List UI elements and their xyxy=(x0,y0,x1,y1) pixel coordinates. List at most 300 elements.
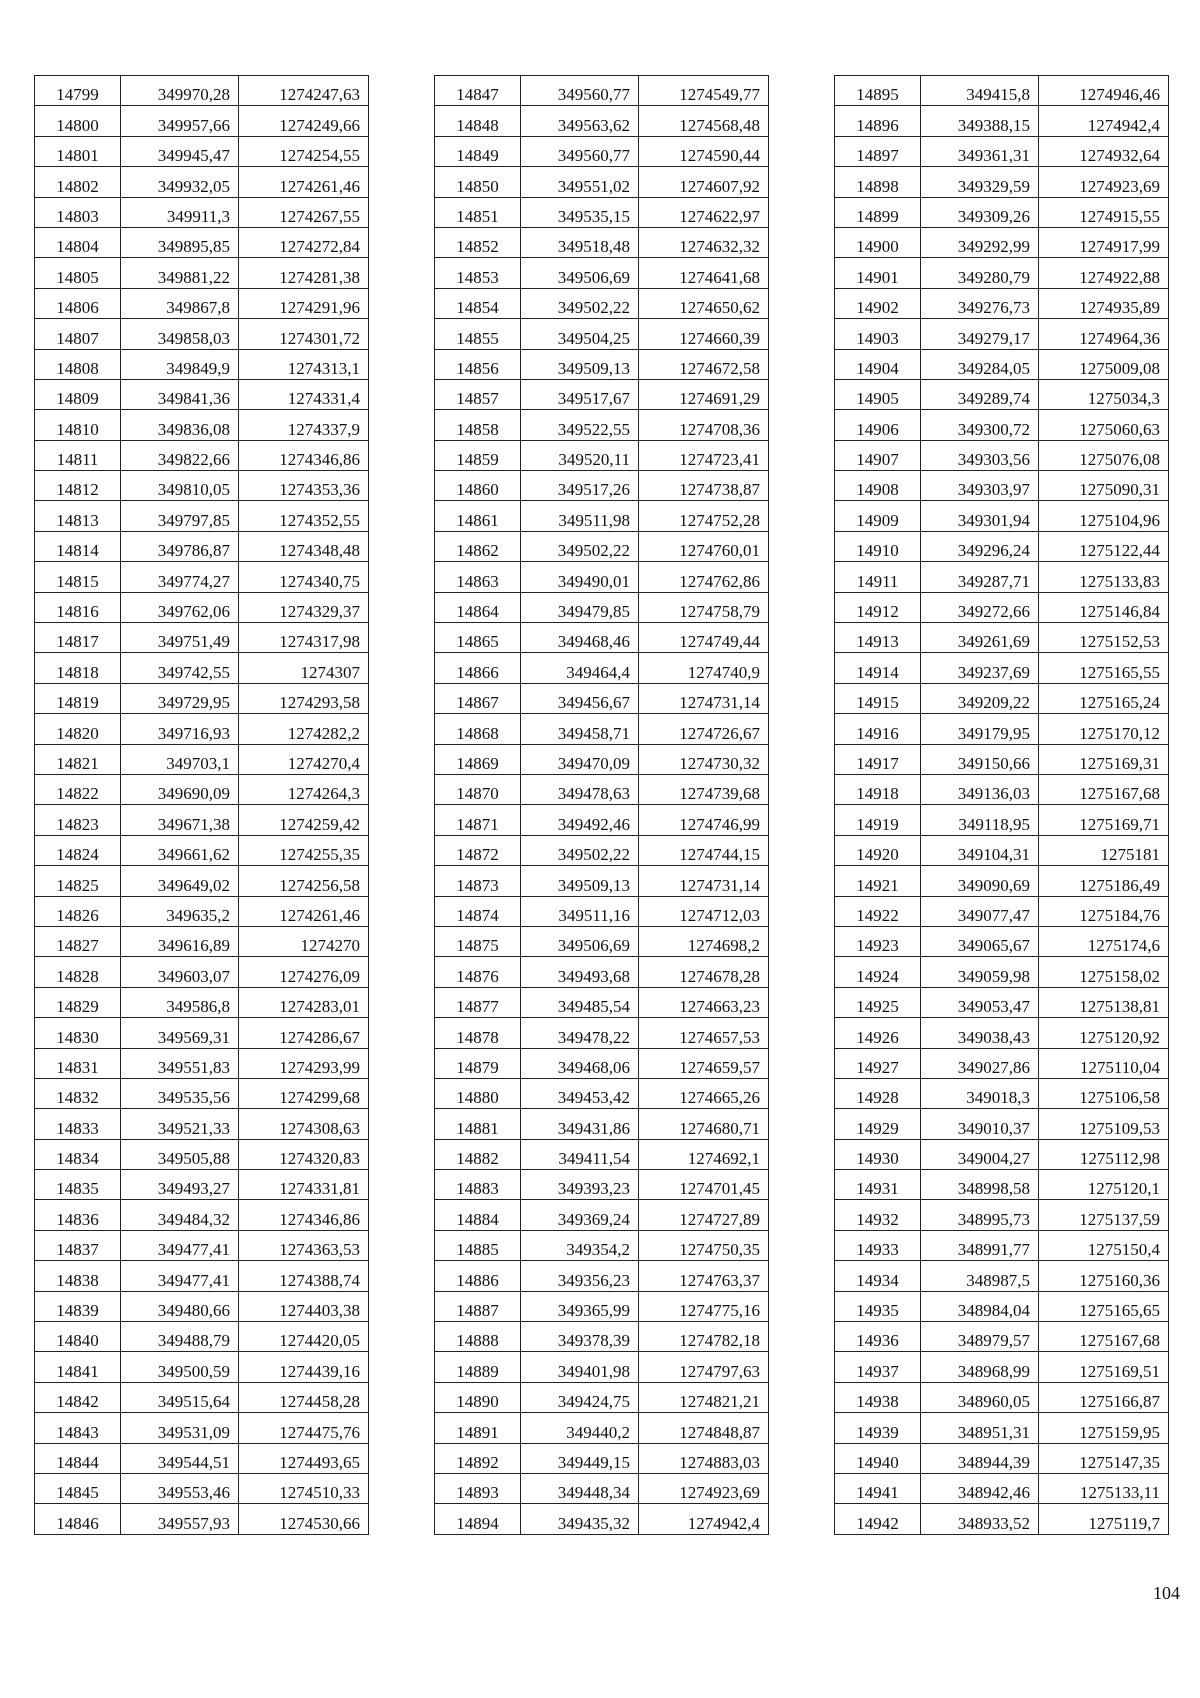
y-coordinate-cell: 1274261,46 xyxy=(239,167,369,197)
table-row xyxy=(835,1078,1169,1108)
table-row xyxy=(35,1322,369,1352)
y-coordinate-cell: 1274346,86 xyxy=(239,440,369,470)
point-number-cell: 14870 xyxy=(435,774,521,804)
x-coordinate-cell: 349104,31 xyxy=(921,835,1039,865)
point-number-cell: 14914 xyxy=(835,653,921,683)
x-coordinate-cell: 349077,47 xyxy=(921,896,1039,926)
x-coordinate-cell: 349477,41 xyxy=(121,1261,239,1291)
x-coordinate-cell: 349517,26 xyxy=(521,471,639,501)
y-coordinate-cell: 1274317,98 xyxy=(239,623,369,653)
point-number-cell: 14893 xyxy=(435,1473,521,1503)
point-number-cell: 14901 xyxy=(835,258,921,288)
x-coordinate-cell: 349506,69 xyxy=(521,926,639,956)
point-number-cell: 14834 xyxy=(35,1139,121,1169)
point-number-cell: 14845 xyxy=(35,1473,121,1503)
x-coordinate-cell: 349464,4 xyxy=(521,653,639,683)
y-coordinate-cell: 1274739,68 xyxy=(639,774,769,804)
point-number-cell: 14898 xyxy=(835,167,921,197)
y-coordinate-cell: 1274568,48 xyxy=(639,106,769,136)
table-row xyxy=(435,1230,769,1260)
y-coordinate-cell: 1274254,55 xyxy=(239,136,369,166)
x-coordinate-cell: 349531,09 xyxy=(121,1413,239,1443)
y-coordinate-cell: 1274749,44 xyxy=(639,623,769,653)
table-row xyxy=(835,1382,1169,1412)
x-coordinate-cell: 349435,32 xyxy=(521,1504,639,1534)
x-coordinate-cell: 349522,55 xyxy=(521,410,639,440)
point-number-cell: 14891 xyxy=(435,1413,521,1443)
point-number-cell: 14844 xyxy=(35,1443,121,1473)
y-coordinate-cell: 1274264,3 xyxy=(239,774,369,804)
point-number-cell: 14905 xyxy=(835,379,921,409)
point-number-cell: 14858 xyxy=(435,410,521,440)
y-coordinate-cell: 1274270 xyxy=(239,926,369,956)
table-row xyxy=(435,1473,769,1503)
table-row xyxy=(35,167,369,197)
x-coordinate-cell: 349671,38 xyxy=(121,805,239,835)
y-coordinate-cell: 1274249,66 xyxy=(239,106,369,136)
x-coordinate-cell: 349603,07 xyxy=(121,957,239,987)
y-coordinate-cell: 1274691,29 xyxy=(639,379,769,409)
point-number-cell: 14803 xyxy=(35,197,121,227)
point-number-cell: 14809 xyxy=(35,379,121,409)
y-coordinate-cell: 1275167,68 xyxy=(1039,1322,1169,1352)
y-coordinate-cell: 1275133,11 xyxy=(1039,1473,1169,1503)
y-coordinate-cell: 1274708,36 xyxy=(639,410,769,440)
point-number-cell: 14926 xyxy=(835,1018,921,1048)
table-row xyxy=(435,835,769,865)
x-coordinate-cell: 349945,47 xyxy=(121,136,239,166)
x-coordinate-cell: 349300,72 xyxy=(921,410,1039,440)
point-number-cell: 14875 xyxy=(435,926,521,956)
y-coordinate-cell: 1274493,65 xyxy=(239,1443,369,1473)
table-row xyxy=(435,744,769,774)
table-row xyxy=(435,774,769,804)
table-row xyxy=(35,744,369,774)
y-coordinate-cell: 1275160,36 xyxy=(1039,1261,1169,1291)
y-coordinate-cell: 1274329,37 xyxy=(239,592,369,622)
point-number-cell: 14812 xyxy=(35,471,121,501)
x-coordinate-cell: 349762,06 xyxy=(121,592,239,622)
x-coordinate-cell: 349492,46 xyxy=(521,805,639,835)
y-coordinate-cell: 1275110,04 xyxy=(1039,1048,1169,1078)
point-number-cell: 14909 xyxy=(835,501,921,531)
x-coordinate-cell: 349150,66 xyxy=(921,744,1039,774)
table-row xyxy=(35,501,369,531)
y-coordinate-cell: 1274352,55 xyxy=(239,501,369,531)
point-number-cell: 14933 xyxy=(835,1230,921,1260)
table-row xyxy=(835,319,1169,349)
table-row xyxy=(835,1322,1169,1352)
x-coordinate-cell: 349484,32 xyxy=(121,1200,239,1230)
y-coordinate-cell: 1274726,67 xyxy=(639,714,769,744)
y-coordinate-cell: 1274915,55 xyxy=(1039,197,1169,227)
x-coordinate-cell: 349027,86 xyxy=(921,1048,1039,1078)
table-row xyxy=(35,562,369,592)
y-coordinate-cell: 1274942,4 xyxy=(639,1504,769,1534)
y-coordinate-cell: 1274744,15 xyxy=(639,835,769,865)
point-number-cell: 14883 xyxy=(435,1170,521,1200)
y-coordinate-cell: 1274650,62 xyxy=(639,288,769,318)
y-coordinate-cell: 1275147,35 xyxy=(1039,1443,1169,1473)
point-number-cell: 14872 xyxy=(435,835,521,865)
y-coordinate-cell: 1274313,1 xyxy=(239,349,369,379)
point-number-cell: 14842 xyxy=(35,1382,121,1412)
x-coordinate-cell: 349301,94 xyxy=(921,501,1039,531)
x-coordinate-cell: 349509,13 xyxy=(521,349,639,379)
table-row xyxy=(435,471,769,501)
point-number-cell: 14874 xyxy=(435,896,521,926)
y-coordinate-cell: 1275169,71 xyxy=(1039,805,1169,835)
table-row xyxy=(435,987,769,1017)
point-number-cell: 14882 xyxy=(435,1139,521,1169)
y-coordinate-cell: 1274590,44 xyxy=(639,136,769,166)
table-row xyxy=(435,227,769,257)
point-number-cell: 14857 xyxy=(435,379,521,409)
x-coordinate-cell: 348995,73 xyxy=(921,1200,1039,1230)
table-row xyxy=(435,1109,769,1139)
x-coordinate-cell: 349004,27 xyxy=(921,1139,1039,1169)
x-coordinate-cell: 349296,24 xyxy=(921,531,1039,561)
table-row xyxy=(35,866,369,896)
table-row xyxy=(35,1078,369,1108)
x-coordinate-cell: 349841,36 xyxy=(121,379,239,409)
y-coordinate-cell: 1274458,28 xyxy=(239,1382,369,1412)
table-row xyxy=(35,926,369,956)
table-row xyxy=(435,1504,769,1534)
y-coordinate-cell: 1274932,64 xyxy=(1039,136,1169,166)
x-coordinate-cell: 349560,77 xyxy=(521,76,639,106)
table-row xyxy=(435,683,769,713)
x-coordinate-cell: 348979,57 xyxy=(921,1322,1039,1352)
x-coordinate-cell: 348933,52 xyxy=(921,1504,1039,1534)
table-row xyxy=(35,227,369,257)
table-row xyxy=(35,197,369,227)
table-row xyxy=(835,167,1169,197)
x-coordinate-cell: 349453,42 xyxy=(521,1078,639,1108)
x-coordinate-cell: 348987,5 xyxy=(921,1261,1039,1291)
x-coordinate-cell: 348944,39 xyxy=(921,1443,1039,1473)
table-row xyxy=(435,197,769,227)
point-number-cell: 14814 xyxy=(35,531,121,561)
table-row xyxy=(435,1322,769,1352)
x-coordinate-cell: 349010,37 xyxy=(921,1109,1039,1139)
point-number-cell: 14808 xyxy=(35,349,121,379)
x-coordinate-cell: 349118,95 xyxy=(921,805,1039,835)
table-row xyxy=(835,1170,1169,1200)
point-number-cell: 14913 xyxy=(835,623,921,653)
y-coordinate-cell: 1274259,42 xyxy=(239,805,369,835)
x-coordinate-cell: 349504,25 xyxy=(521,319,639,349)
table-row xyxy=(435,957,769,987)
y-coordinate-cell: 1275159,95 xyxy=(1039,1413,1169,1443)
table-row xyxy=(435,1413,769,1443)
table-row xyxy=(435,258,769,288)
y-coordinate-cell: 1274760,01 xyxy=(639,531,769,561)
table-row xyxy=(35,471,369,501)
x-coordinate-cell: 349289,74 xyxy=(921,379,1039,409)
table-row xyxy=(835,774,1169,804)
y-coordinate-cell: 1274420,05 xyxy=(239,1322,369,1352)
x-coordinate-cell: 349261,69 xyxy=(921,623,1039,653)
point-number-cell: 14897 xyxy=(835,136,921,166)
x-coordinate-cell: 348984,04 xyxy=(921,1291,1039,1321)
y-coordinate-cell: 1274331,81 xyxy=(239,1170,369,1200)
y-coordinate-cell: 1274439,16 xyxy=(239,1352,369,1382)
point-number-cell: 14935 xyxy=(835,1291,921,1321)
x-coordinate-cell: 349431,86 xyxy=(521,1109,639,1139)
point-number-cell: 14856 xyxy=(435,349,521,379)
y-coordinate-cell: 1274247,63 xyxy=(239,76,369,106)
table-row xyxy=(835,197,1169,227)
table-row xyxy=(835,926,1169,956)
table-row xyxy=(835,106,1169,136)
x-coordinate-cell: 349059,98 xyxy=(921,957,1039,987)
point-number-cell: 14824 xyxy=(35,835,121,865)
x-coordinate-cell: 349520,11 xyxy=(521,440,639,470)
y-coordinate-cell: 1275146,84 xyxy=(1039,592,1169,622)
point-number-cell: 14878 xyxy=(435,1018,521,1048)
table-row xyxy=(35,349,369,379)
point-number-cell: 14862 xyxy=(435,531,521,561)
y-coordinate-cell: 1274267,55 xyxy=(239,197,369,227)
x-coordinate-cell: 348991,77 xyxy=(921,1230,1039,1260)
point-number-cell: 14802 xyxy=(35,167,121,197)
point-number-cell: 14877 xyxy=(435,987,521,1017)
x-coordinate-cell: 349424,75 xyxy=(521,1382,639,1412)
point-number-cell: 14850 xyxy=(435,167,521,197)
y-coordinate-cell: 1274678,28 xyxy=(639,957,769,987)
y-coordinate-cell: 1275186,49 xyxy=(1039,866,1169,896)
y-coordinate-cell: 1274255,35 xyxy=(239,835,369,865)
y-coordinate-cell: 1274276,09 xyxy=(239,957,369,987)
point-number-cell: 14822 xyxy=(35,774,121,804)
y-coordinate-cell: 1275109,53 xyxy=(1039,1109,1169,1139)
y-coordinate-cell: 1274750,35 xyxy=(639,1230,769,1260)
x-coordinate-cell: 349415,8 xyxy=(921,76,1039,106)
x-coordinate-cell: 349553,46 xyxy=(121,1473,239,1503)
point-number-cell: 14908 xyxy=(835,471,921,501)
x-coordinate-cell: 349365,99 xyxy=(521,1291,639,1321)
y-coordinate-cell: 1274320,83 xyxy=(239,1139,369,1169)
y-coordinate-cell: 1274692,1 xyxy=(639,1139,769,1169)
y-coordinate-cell: 1275112,98 xyxy=(1039,1139,1169,1169)
table-row xyxy=(35,1230,369,1260)
point-number-cell: 14864 xyxy=(435,592,521,622)
y-coordinate-cell: 1274935,89 xyxy=(1039,288,1169,318)
table-row xyxy=(35,1504,369,1534)
x-coordinate-cell: 349479,85 xyxy=(521,592,639,622)
x-coordinate-cell: 348942,46 xyxy=(921,1473,1039,1503)
x-coordinate-cell: 349477,41 xyxy=(121,1230,239,1260)
y-coordinate-cell: 1274763,37 xyxy=(639,1261,769,1291)
point-number-cell: 14902 xyxy=(835,288,921,318)
table-row xyxy=(35,805,369,835)
table-row xyxy=(835,866,1169,896)
table-row xyxy=(835,410,1169,440)
y-coordinate-cell: 1274331,4 xyxy=(239,379,369,409)
x-coordinate-cell: 349480,66 xyxy=(121,1291,239,1321)
y-coordinate-cell: 1275181 xyxy=(1039,835,1169,865)
table-row xyxy=(435,1261,769,1291)
y-coordinate-cell: 1274510,33 xyxy=(239,1473,369,1503)
x-coordinate-cell: 349448,34 xyxy=(521,1473,639,1503)
point-number-cell: 14851 xyxy=(435,197,521,227)
y-coordinate-cell: 1274883,03 xyxy=(639,1443,769,1473)
point-number-cell: 14838 xyxy=(35,1261,121,1291)
x-coordinate-cell: 349179,95 xyxy=(921,714,1039,744)
coordinates-table-body xyxy=(435,76,769,1535)
y-coordinate-cell: 1274549,77 xyxy=(639,76,769,106)
y-coordinate-cell: 1275122,44 xyxy=(1039,531,1169,561)
y-coordinate-cell: 1274293,58 xyxy=(239,683,369,713)
point-number-cell: 14915 xyxy=(835,683,921,713)
table-row xyxy=(835,1139,1169,1169)
y-coordinate-cell: 1274723,41 xyxy=(639,440,769,470)
table-row xyxy=(35,288,369,318)
x-coordinate-cell: 349309,26 xyxy=(921,197,1039,227)
point-number-cell: 14942 xyxy=(835,1504,921,1534)
x-coordinate-cell: 349388,15 xyxy=(921,106,1039,136)
y-coordinate-cell: 1274308,63 xyxy=(239,1109,369,1139)
y-coordinate-cell: 1274821,21 xyxy=(639,1382,769,1412)
y-coordinate-cell: 1274731,14 xyxy=(639,866,769,896)
table-row xyxy=(835,1473,1169,1503)
x-coordinate-cell: 349279,17 xyxy=(921,319,1039,349)
y-coordinate-cell: 1274752,28 xyxy=(639,501,769,531)
x-coordinate-cell: 349649,02 xyxy=(121,866,239,896)
point-number-cell: 14807 xyxy=(35,319,121,349)
point-number-cell: 14840 xyxy=(35,1322,121,1352)
point-number-cell: 14848 xyxy=(435,106,521,136)
point-number-cell: 14886 xyxy=(435,1261,521,1291)
y-coordinate-cell: 1274731,14 xyxy=(639,683,769,713)
point-number-cell: 14836 xyxy=(35,1200,121,1230)
point-number-cell: 14815 xyxy=(35,562,121,592)
y-coordinate-cell: 1275166,87 xyxy=(1039,1382,1169,1412)
table-row xyxy=(835,1443,1169,1473)
x-coordinate-cell: 349478,22 xyxy=(521,1018,639,1048)
x-coordinate-cell: 349502,22 xyxy=(521,835,639,865)
table-row xyxy=(35,1018,369,1048)
point-number-cell: 14911 xyxy=(835,562,921,592)
y-coordinate-cell: 1274917,99 xyxy=(1039,227,1169,257)
point-number-cell: 14800 xyxy=(35,106,121,136)
table-row xyxy=(35,1443,369,1473)
point-number-cell: 14937 xyxy=(835,1352,921,1382)
x-coordinate-cell: 349635,2 xyxy=(121,896,239,926)
coordinates-table-3 xyxy=(834,75,1169,1535)
x-coordinate-cell: 349505,88 xyxy=(121,1139,239,1169)
table-row xyxy=(835,714,1169,744)
table-row xyxy=(435,1443,769,1473)
table-row xyxy=(435,896,769,926)
x-coordinate-cell: 349468,46 xyxy=(521,623,639,653)
point-number-cell: 14923 xyxy=(835,926,921,956)
point-number-cell: 14890 xyxy=(435,1382,521,1412)
y-coordinate-cell: 1274730,32 xyxy=(639,744,769,774)
x-coordinate-cell: 349493,68 xyxy=(521,957,639,987)
table-row xyxy=(35,774,369,804)
point-number-cell: 14861 xyxy=(435,501,521,531)
y-coordinate-cell: 1274663,23 xyxy=(639,987,769,1017)
x-coordinate-cell: 349502,22 xyxy=(521,531,639,561)
y-coordinate-cell: 1274942,4 xyxy=(1039,106,1169,136)
point-number-cell: 14869 xyxy=(435,744,521,774)
x-coordinate-cell: 349369,24 xyxy=(521,1200,639,1230)
y-coordinate-cell: 1274299,68 xyxy=(239,1078,369,1108)
table-row xyxy=(835,1230,1169,1260)
x-coordinate-cell: 348968,99 xyxy=(921,1352,1039,1382)
point-number-cell: 14940 xyxy=(835,1443,921,1473)
y-coordinate-cell: 1274403,38 xyxy=(239,1291,369,1321)
y-coordinate-cell: 1275174,6 xyxy=(1039,926,1169,956)
point-number-cell: 14885 xyxy=(435,1230,521,1260)
y-coordinate-cell: 1274923,69 xyxy=(639,1473,769,1503)
point-number-cell: 14919 xyxy=(835,805,921,835)
point-number-cell: 14823 xyxy=(35,805,121,835)
y-coordinate-cell: 1275165,24 xyxy=(1039,683,1169,713)
coordinates-table-body xyxy=(835,76,1169,1535)
point-number-cell: 14830 xyxy=(35,1018,121,1048)
x-coordinate-cell: 349440,2 xyxy=(521,1413,639,1443)
table-row xyxy=(835,1352,1169,1382)
x-coordinate-cell: 349786,87 xyxy=(121,531,239,561)
x-coordinate-cell: 349511,98 xyxy=(521,501,639,531)
point-number-cell: 14934 xyxy=(835,1261,921,1291)
x-coordinate-cell: 349911,3 xyxy=(121,197,239,227)
table-row xyxy=(435,410,769,440)
y-coordinate-cell: 1274659,57 xyxy=(639,1048,769,1078)
point-number-cell: 14880 xyxy=(435,1078,521,1108)
y-coordinate-cell: 1274758,79 xyxy=(639,592,769,622)
table-row xyxy=(35,1261,369,1291)
point-number-cell: 14863 xyxy=(435,562,521,592)
table-row xyxy=(835,744,1169,774)
point-number-cell: 14868 xyxy=(435,714,521,744)
x-coordinate-cell: 349515,64 xyxy=(121,1382,239,1412)
y-coordinate-cell: 1274665,26 xyxy=(639,1078,769,1108)
y-coordinate-cell: 1275120,1 xyxy=(1039,1170,1169,1200)
x-coordinate-cell: 349292,99 xyxy=(921,227,1039,257)
x-coordinate-cell: 349378,39 xyxy=(521,1322,639,1352)
point-number-cell: 14895 xyxy=(835,76,921,106)
point-number-cell: 14866 xyxy=(435,653,521,683)
table-row xyxy=(835,1413,1169,1443)
table-row xyxy=(35,714,369,744)
y-coordinate-cell: 1274281,38 xyxy=(239,258,369,288)
table-row xyxy=(435,1078,769,1108)
table-row xyxy=(835,835,1169,865)
point-number-cell: 14881 xyxy=(435,1109,521,1139)
table-row xyxy=(35,531,369,561)
table-row xyxy=(35,1352,369,1382)
point-number-cell: 14865 xyxy=(435,623,521,653)
table-row xyxy=(35,957,369,987)
x-coordinate-cell: 349502,22 xyxy=(521,288,639,318)
table-row xyxy=(35,1382,369,1412)
table-row xyxy=(835,987,1169,1017)
table-row xyxy=(835,1261,1169,1291)
y-coordinate-cell: 1275158,02 xyxy=(1039,957,1169,987)
x-coordinate-cell: 349470,09 xyxy=(521,744,639,774)
point-number-cell: 14903 xyxy=(835,319,921,349)
point-number-cell: 14849 xyxy=(435,136,521,166)
x-coordinate-cell: 349500,59 xyxy=(121,1352,239,1382)
y-coordinate-cell: 1274657,53 xyxy=(639,1018,769,1048)
table-row xyxy=(835,592,1169,622)
table-row xyxy=(35,410,369,440)
point-number-cell: 14921 xyxy=(835,866,921,896)
